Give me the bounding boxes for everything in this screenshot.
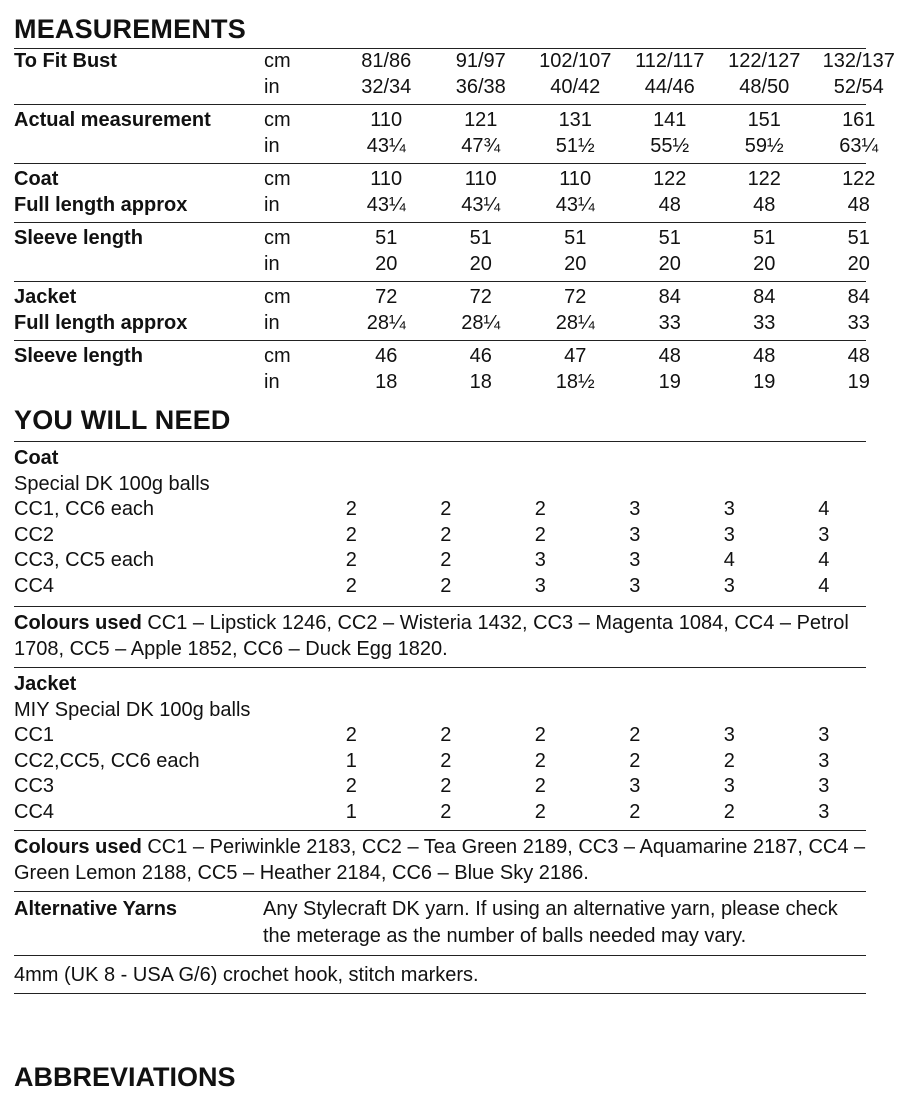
size-value: 51½ (528, 134, 623, 160)
size-value: 51 (434, 226, 529, 252)
size-value: 51 (339, 226, 434, 252)
size-value: 36/38 (434, 75, 529, 101)
size-value: 46 (339, 344, 434, 370)
unit-label: cm (264, 226, 339, 252)
unit-label: in (264, 134, 339, 160)
ball-count: 2 (493, 749, 588, 775)
jacket-yarn-section (14, 668, 866, 826)
size-value: 47¾ (434, 134, 529, 160)
unit-label: cm (264, 108, 339, 134)
you-will-need-heading: YOU WILL NEED (14, 405, 866, 436)
size-value: 48 (623, 344, 718, 370)
size-value: 43¼ (434, 193, 529, 219)
size-value: 72 (528, 285, 623, 311)
yarn-label: CC3, CC5 each (14, 548, 304, 574)
size-value: 110 (434, 167, 529, 193)
size-value: 32/34 (339, 75, 434, 101)
measurement-row (14, 164, 866, 222)
ball-count: 4 (682, 548, 777, 574)
divider (14, 993, 866, 994)
size-value: 19 (623, 370, 718, 396)
ball-count: 2 (493, 723, 588, 749)
ball-count: 2 (304, 523, 399, 549)
unit-label: in (264, 370, 339, 396)
size-value: 48 (717, 193, 812, 219)
row-label (14, 134, 264, 160)
measurements-table (14, 49, 866, 399)
unit-label: in (264, 252, 339, 278)
size-value: 48 (812, 193, 905, 219)
size-value: 141 (623, 108, 718, 134)
size-value: 122 (717, 167, 812, 193)
measurements-heading: MEASUREMENTS (14, 14, 866, 45)
ball-count: 3 (588, 548, 683, 574)
size-value: 55½ (623, 134, 718, 160)
size-value: 20 (339, 252, 434, 278)
pattern-page (14, 14, 866, 994)
size-value: 122 (812, 167, 905, 193)
size-value: 63¼ (812, 134, 905, 160)
ball-count: 2 (588, 800, 683, 826)
row-label: Actual measurement (14, 108, 264, 134)
size-value: 52/54 (812, 75, 905, 101)
size-value: 102/107 (528, 49, 623, 75)
size-value: 20 (812, 252, 905, 278)
ball-count: 3 (682, 574, 777, 600)
size-value: 81/86 (339, 49, 434, 75)
size-value: 84 (717, 285, 812, 311)
size-value: 151 (717, 108, 812, 134)
ball-count: 2 (493, 497, 588, 523)
yarn-label: CC1 (14, 723, 304, 749)
hook-and-notions: 4mm (UK 8 - USA G/6) crochet hook, stitch markers. (14, 956, 866, 993)
ball-count: 2 (399, 548, 494, 574)
size-value: 91/97 (434, 49, 529, 75)
size-value: 131 (528, 108, 623, 134)
ball-count: 4 (777, 574, 872, 600)
size-value: 20 (623, 252, 718, 278)
ball-count: 2 (493, 774, 588, 800)
yarn-label: CC4 (14, 574, 304, 600)
coat-yarn-table (14, 497, 866, 600)
unit-label: cm (264, 285, 339, 311)
measurement-row (14, 49, 866, 104)
size-value: 20 (434, 252, 529, 278)
ball-count: 3 (777, 774, 872, 800)
size-value: 161 (812, 108, 905, 134)
size-value: 110 (528, 167, 623, 193)
abbreviations-heading: ABBREVIATIONS (14, 1062, 236, 1093)
size-value: 47 (528, 344, 623, 370)
coat-yarn-title: Coat (14, 445, 866, 471)
ball-count: 3 (682, 497, 777, 523)
ball-count: 3 (777, 723, 872, 749)
unit-label: in (264, 311, 339, 337)
ball-count: 3 (682, 523, 777, 549)
jacket-colours-used (14, 831, 866, 891)
ball-count: 3 (493, 548, 588, 574)
ball-count: 1 (304, 800, 399, 826)
ball-count: 3 (682, 774, 777, 800)
jacket-yarn-subtitle: MIY Special DK 100g balls (14, 697, 866, 723)
ball-count: 2 (304, 774, 399, 800)
size-value: 28¼ (528, 311, 623, 337)
size-value: 72 (339, 285, 434, 311)
size-value: 18 (434, 370, 529, 396)
unit-label: cm (264, 167, 339, 193)
ball-count: 3 (682, 723, 777, 749)
yarn-label: CC1, CC6 each (14, 497, 304, 523)
ball-count: 2 (399, 749, 494, 775)
ball-count: 2 (304, 497, 399, 523)
ball-count: 3 (588, 774, 683, 800)
ball-count: 2 (493, 523, 588, 549)
coat-yarn-section (14, 442, 866, 600)
ball-count: 3 (588, 574, 683, 600)
ball-count: 2 (304, 548, 399, 574)
size-value: 112/117 (623, 49, 718, 75)
row-label: Jacket (14, 285, 264, 311)
row-label: Full length approx (14, 193, 264, 219)
colours-used-text: CC1 – Lipstick 1246, CC2 – Wisteria 1432, CC3 – Magenta 1084, CC4 – Petrol 1708, CC5 – Apple 1852, CC6 – Duck Egg 1820. (14, 612, 849, 660)
size-value: 51 (717, 226, 812, 252)
size-value: 46 (434, 344, 529, 370)
ball-count: 2 (399, 774, 494, 800)
size-value: 18½ (528, 370, 623, 396)
size-value: 72 (434, 285, 529, 311)
colours-used-label: Colours used (14, 612, 142, 634)
ball-count: 2 (304, 723, 399, 749)
ball-count: 3 (493, 574, 588, 600)
coat-yarn-grid (14, 497, 866, 600)
size-value: 122/127 (717, 49, 812, 75)
ball-count: 3 (777, 523, 872, 549)
ball-count: 4 (777, 548, 872, 574)
ball-count: 1 (304, 749, 399, 775)
row-label (14, 75, 264, 101)
ball-count: 2 (682, 749, 777, 775)
size-value: 110 (339, 108, 434, 134)
alternative-yarns-text: Any Stylecraft DK yarn. If using an alternative yarn, please check the meterage as the number of balls needed may vary. (263, 896, 866, 950)
size-value: 84 (812, 285, 905, 311)
measurement-row (14, 105, 866, 163)
size-value: 28¼ (339, 311, 434, 337)
ball-count: 3 (777, 800, 872, 826)
size-value: 33 (623, 311, 718, 337)
ball-count: 2 (399, 723, 494, 749)
size-value: 121 (434, 108, 529, 134)
measurement-row (14, 223, 866, 281)
size-value: 51 (528, 226, 623, 252)
colours-used-label: Colours used (14, 836, 142, 858)
size-value: 19 (812, 370, 905, 396)
size-value: 59½ (717, 134, 812, 160)
size-value: 122 (623, 167, 718, 193)
yarn-label: CC2,CC5, CC6 each (14, 749, 304, 775)
row-label: Sleeve length (14, 344, 264, 370)
alternative-yarns (14, 892, 866, 955)
size-value: 20 (717, 252, 812, 278)
yarn-label: CC4 (14, 800, 304, 826)
size-value: 40/42 (528, 75, 623, 101)
jacket-yarn-grid (14, 723, 866, 826)
size-value: 51 (812, 226, 905, 252)
ball-count: 2 (399, 523, 494, 549)
coat-yarn-subtitle: Special DK 100g balls (14, 471, 866, 497)
ball-count: 2 (304, 574, 399, 600)
row-label: Coat (14, 167, 264, 193)
row-label: To Fit Bust (14, 49, 264, 75)
unit-label: in (264, 75, 339, 101)
ball-count: 3 (777, 749, 872, 775)
ball-count: 2 (682, 800, 777, 826)
size-value: 18 (339, 370, 434, 396)
size-value: 33 (717, 311, 812, 337)
unit-label: cm (264, 49, 339, 75)
size-value: 44/46 (623, 75, 718, 101)
size-value: 19 (717, 370, 812, 396)
measurement-row (14, 341, 866, 399)
ball-count: 2 (588, 749, 683, 775)
yarn-label: CC2 (14, 523, 304, 549)
size-value: 28¼ (434, 311, 529, 337)
ball-count: 2 (399, 574, 494, 600)
size-value: 20 (528, 252, 623, 278)
yarn-label: CC3 (14, 774, 304, 800)
row-label: Full length approx (14, 311, 264, 337)
size-value: 33 (812, 311, 905, 337)
size-value: 51 (623, 226, 718, 252)
row-label (14, 252, 264, 278)
ball-count: 2 (399, 497, 494, 523)
size-value: 48 (812, 344, 905, 370)
ball-count: 3 (588, 497, 683, 523)
size-value: 43¼ (339, 193, 434, 219)
size-value: 132/137 (812, 49, 905, 75)
ball-count: 3 (588, 523, 683, 549)
size-value: 43¼ (528, 193, 623, 219)
colours-used-text: CC1 – Periwinkle 2183, CC2 – Tea Green 2189, CC3 – Aquamarine 2187, CC4 – Green Lemon 2188, CC5 – Heather 2184, CC6 – Blue Sky 2186. (14, 836, 865, 884)
size-value: 48 (623, 193, 718, 219)
size-value: 48 (717, 344, 812, 370)
row-label: Sleeve length (14, 226, 264, 252)
ball-count: 2 (588, 723, 683, 749)
ball-count: 2 (399, 800, 494, 826)
jacket-yarn-title: Jacket (14, 671, 866, 697)
ball-count: 4 (777, 497, 872, 523)
size-value: 84 (623, 285, 718, 311)
size-value: 43¼ (339, 134, 434, 160)
measurement-row (14, 282, 866, 340)
size-value: 48/50 (717, 75, 812, 101)
unit-label: cm (264, 344, 339, 370)
alternative-yarns-label: Alternative Yarns (14, 896, 263, 950)
unit-label: in (264, 193, 339, 219)
coat-colours-used (14, 607, 866, 667)
jacket-yarn-table (14, 723, 866, 826)
size-value: 110 (339, 167, 434, 193)
row-label (14, 370, 264, 396)
ball-count: 2 (493, 800, 588, 826)
